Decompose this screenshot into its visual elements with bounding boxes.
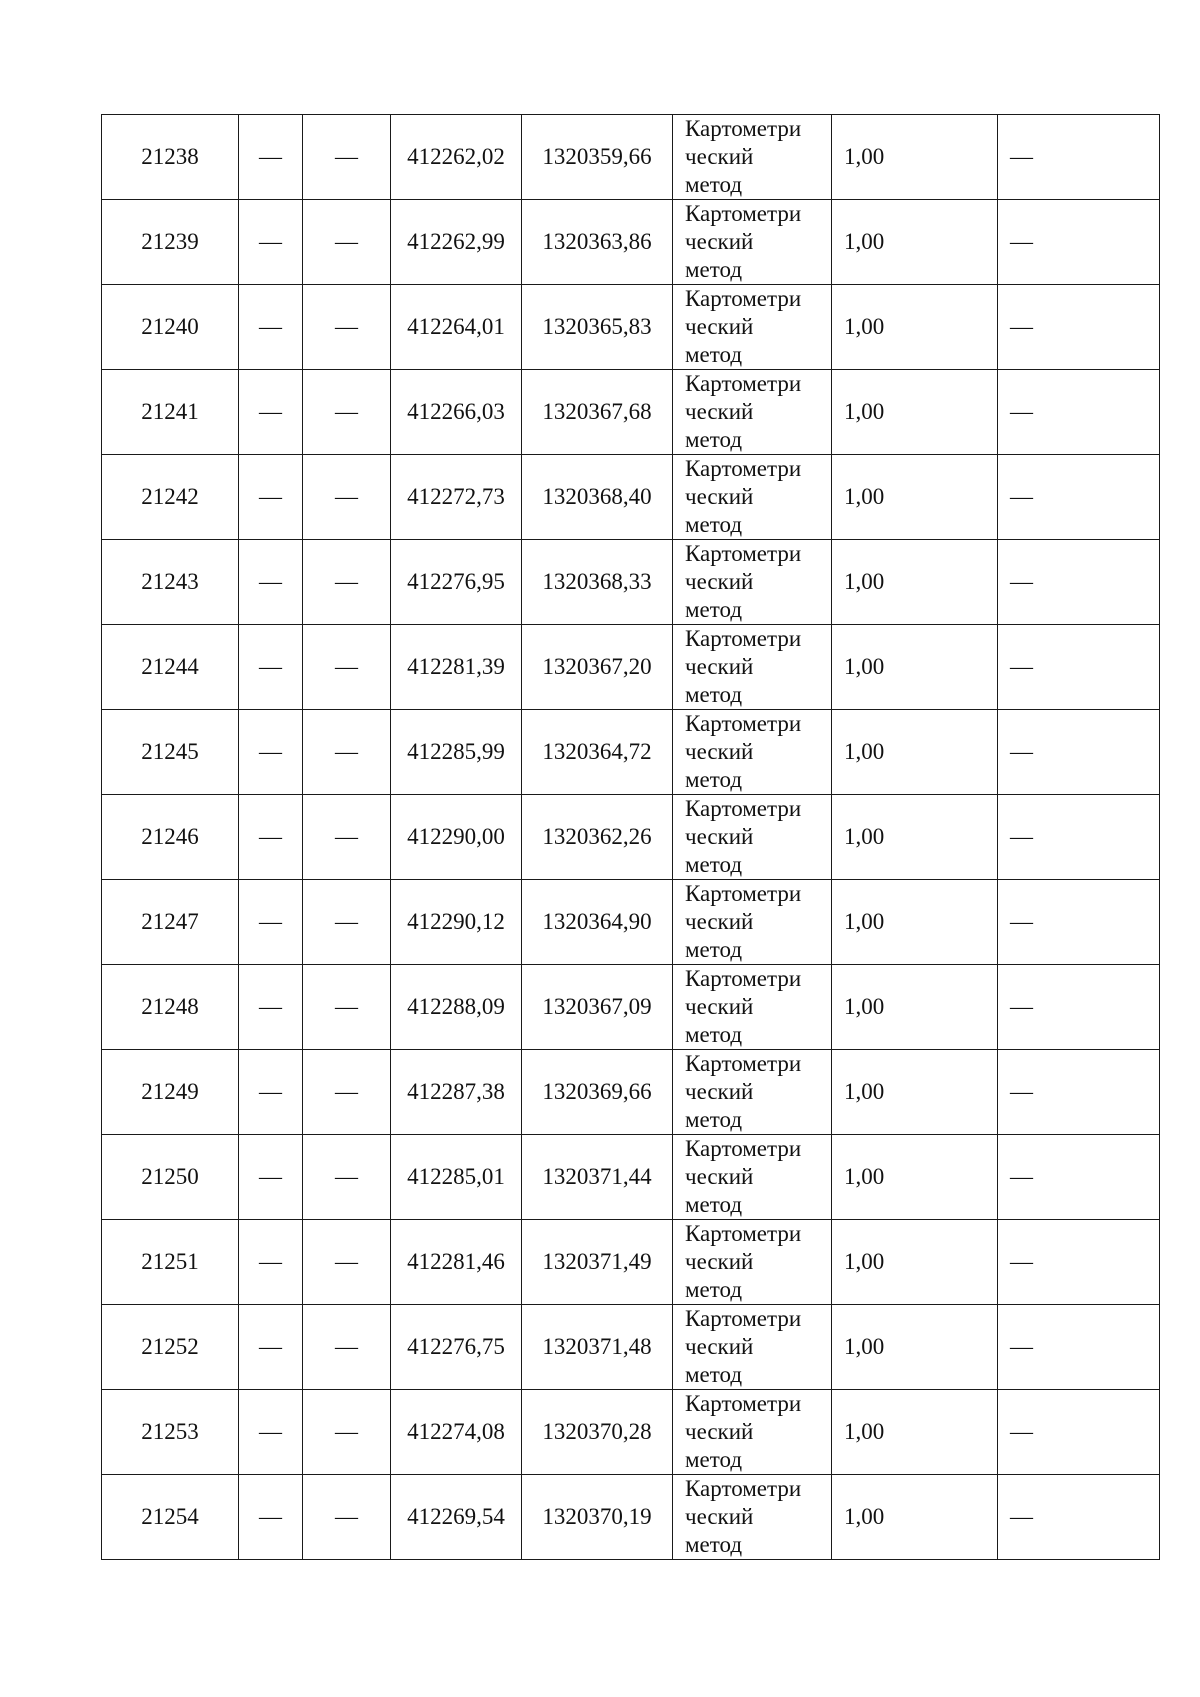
method-text-line: метод [685, 1192, 743, 1217]
accuracy-cell: 1,00 [832, 1220, 998, 1305]
method-text-line: Картометри [685, 1391, 802, 1416]
method-text-line: Картометри [685, 711, 802, 736]
accuracy-cell: 1,00 [832, 1050, 998, 1135]
empty-value-cell: — [998, 1050, 1160, 1135]
empty-value-cell: — [303, 1135, 391, 1220]
y-coordinate-cell: 1320362,26 [522, 795, 673, 880]
method-text-line: метод [685, 342, 743, 367]
y-coordinate-cell: 1320365,83 [522, 285, 673, 370]
y-coordinate-cell: 1320363,86 [522, 200, 673, 285]
empty-value-cell: — [303, 1220, 391, 1305]
method-cell [673, 795, 832, 880]
method-text-line: ческий [685, 1164, 754, 1189]
method-text-line: Картометри [685, 1221, 802, 1246]
empty-value-cell: — [239, 1305, 303, 1390]
method-text-line: ческий [685, 824, 754, 849]
method-text-line: ческий [685, 1504, 754, 1529]
empty-value-cell: — [998, 710, 1160, 795]
y-coordinate-cell: 1320367,09 [522, 965, 673, 1050]
method-text-line: ческий [685, 739, 754, 764]
empty-value-cell: — [303, 965, 391, 1050]
method-text-line: Картометри [685, 1051, 802, 1076]
method-text-line: Картометри [685, 456, 802, 481]
empty-value-cell: — [303, 1475, 391, 1560]
y-coordinate-cell: 1320371,44 [522, 1135, 673, 1220]
method-cell [673, 965, 832, 1050]
method-text-line: ческий [685, 569, 754, 594]
x-coordinate-cell: 412266,03 [391, 370, 522, 455]
table-row [102, 455, 1160, 540]
table-row [102, 200, 1160, 285]
empty-value-cell: — [303, 540, 391, 625]
method-cell [673, 1475, 832, 1560]
accuracy-cell: 1,00 [832, 880, 998, 965]
table-row [102, 795, 1160, 880]
table-row [102, 1305, 1160, 1390]
y-coordinate-cell: 1320368,33 [522, 540, 673, 625]
empty-value-cell: — [303, 200, 391, 285]
accuracy-cell: 1,00 [832, 1135, 998, 1220]
method-text-line: метод [685, 682, 743, 707]
point-number-cell: 21242 [102, 455, 239, 540]
y-coordinate-cell: 1320359,66 [522, 115, 673, 200]
method-text-line: Картометри [685, 371, 802, 396]
accuracy-cell: 1,00 [832, 1390, 998, 1475]
method-text-line: ческий [685, 994, 754, 1019]
table-row [102, 540, 1160, 625]
accuracy-cell: 1,00 [832, 115, 998, 200]
x-coordinate-cell: 412276,75 [391, 1305, 522, 1390]
table-row [102, 1390, 1160, 1475]
empty-value-cell: — [998, 1135, 1160, 1220]
method-cell [673, 200, 832, 285]
empty-value-cell: — [303, 370, 391, 455]
empty-value-cell: — [239, 880, 303, 965]
point-number-cell: 21240 [102, 285, 239, 370]
accuracy-cell: 1,00 [832, 795, 998, 880]
y-coordinate-cell: 1320364,90 [522, 880, 673, 965]
x-coordinate-cell: 412290,00 [391, 795, 522, 880]
empty-value-cell: — [303, 1050, 391, 1135]
table-row [102, 1475, 1160, 1560]
accuracy-cell: 1,00 [832, 200, 998, 285]
empty-value-cell: — [303, 710, 391, 795]
empty-value-cell: — [998, 625, 1160, 710]
y-coordinate-cell: 1320367,68 [522, 370, 673, 455]
empty-value-cell: — [239, 1135, 303, 1220]
empty-value-cell: — [998, 1220, 1160, 1305]
method-text-line: Картометри [685, 116, 802, 141]
empty-value-cell: — [303, 1305, 391, 1390]
method-cell [673, 285, 832, 370]
empty-value-cell: — [998, 540, 1160, 625]
x-coordinate-cell: 412281,46 [391, 1220, 522, 1305]
point-number-cell: 21243 [102, 540, 239, 625]
method-text-line: ческий [685, 229, 754, 254]
empty-value-cell: — [998, 285, 1160, 370]
x-coordinate-cell: 412272,73 [391, 455, 522, 540]
method-cell [673, 710, 832, 795]
accuracy-cell: 1,00 [832, 710, 998, 795]
x-coordinate-cell: 412264,01 [391, 285, 522, 370]
table-row [102, 880, 1160, 965]
empty-value-cell: — [998, 1390, 1160, 1475]
method-cell [673, 540, 832, 625]
empty-value-cell: — [239, 115, 303, 200]
method-text-line: ческий [685, 144, 754, 169]
empty-value-cell: — [303, 285, 391, 370]
empty-value-cell: — [239, 1220, 303, 1305]
method-text-line: метод [685, 1277, 743, 1302]
point-number-cell: 21250 [102, 1135, 239, 1220]
x-coordinate-cell: 412290,12 [391, 880, 522, 965]
accuracy-cell: 1,00 [832, 455, 998, 540]
method-text-line: ческий [685, 1079, 754, 1104]
method-cell [673, 1220, 832, 1305]
x-coordinate-cell: 412274,08 [391, 1390, 522, 1475]
accuracy-cell: 1,00 [832, 370, 998, 455]
table-row [102, 1135, 1160, 1220]
method-text-line: Картометри [685, 966, 802, 991]
method-cell [673, 625, 832, 710]
method-text-line: Картометри [685, 626, 802, 651]
empty-value-cell: — [303, 880, 391, 965]
method-cell [673, 1135, 832, 1220]
method-cell [673, 455, 832, 540]
method-text-line: ческий [685, 654, 754, 679]
empty-value-cell: — [998, 880, 1160, 965]
empty-value-cell: — [303, 795, 391, 880]
method-text-line: метод [685, 1022, 743, 1047]
y-coordinate-cell: 1320371,48 [522, 1305, 673, 1390]
method-text-line: метод [685, 852, 743, 877]
accuracy-cell: 1,00 [832, 1305, 998, 1390]
method-cell [673, 370, 832, 455]
y-coordinate-cell: 1320364,72 [522, 710, 673, 795]
table-body [102, 115, 1160, 1560]
accuracy-cell: 1,00 [832, 1475, 998, 1560]
table-row [102, 370, 1160, 455]
y-coordinate-cell: 1320370,19 [522, 1475, 673, 1560]
point-number-cell: 21254 [102, 1475, 239, 1560]
x-coordinate-cell: 412288,09 [391, 965, 522, 1050]
accuracy-cell: 1,00 [832, 625, 998, 710]
y-coordinate-cell: 1320367,20 [522, 625, 673, 710]
method-text-line: ческий [685, 399, 754, 424]
method-cell [673, 115, 832, 200]
empty-value-cell: — [303, 115, 391, 200]
method-text-line: Картометри [685, 1476, 802, 1501]
point-number-cell: 21239 [102, 200, 239, 285]
method-text-line: Картометри [685, 201, 802, 226]
method-text-line: метод [685, 172, 743, 197]
method-cell [673, 1390, 832, 1475]
method-text-line: ческий [685, 314, 754, 339]
table-row [102, 1220, 1160, 1305]
method-text-line: ческий [685, 909, 754, 934]
empty-value-cell: — [239, 710, 303, 795]
method-text-line: ческий [685, 1419, 754, 1444]
point-number-cell: 21247 [102, 880, 239, 965]
point-number-cell: 21253 [102, 1390, 239, 1475]
method-cell [673, 1050, 832, 1135]
empty-value-cell: — [998, 795, 1160, 880]
point-number-cell: 21245 [102, 710, 239, 795]
method-text-line: метод [685, 937, 743, 962]
y-coordinate-cell: 1320368,40 [522, 455, 673, 540]
empty-value-cell: — [303, 1390, 391, 1475]
x-coordinate-cell: 412287,38 [391, 1050, 522, 1135]
method-text-line: Картометри [685, 796, 802, 821]
x-coordinate-cell: 412262,99 [391, 200, 522, 285]
y-coordinate-cell: 1320369,66 [522, 1050, 673, 1135]
method-text-line: Картометри [685, 541, 802, 566]
x-coordinate-cell: 412269,54 [391, 1475, 522, 1560]
method-text-line: метод [685, 597, 743, 622]
empty-value-cell: — [998, 115, 1160, 200]
point-number-cell: 21244 [102, 625, 239, 710]
empty-value-cell: — [239, 795, 303, 880]
method-cell [673, 1305, 832, 1390]
empty-value-cell: — [239, 1050, 303, 1135]
empty-value-cell: — [998, 200, 1160, 285]
point-number-cell: 21238 [102, 115, 239, 200]
table-row [102, 965, 1160, 1050]
method-text-line: Картометри [685, 286, 802, 311]
method-text-line: ческий [685, 1334, 754, 1359]
empty-value-cell: — [239, 285, 303, 370]
method-text-line: метод [685, 427, 743, 452]
empty-value-cell: — [239, 965, 303, 1050]
table-row [102, 115, 1160, 200]
empty-value-cell: — [303, 625, 391, 710]
point-number-cell: 21246 [102, 795, 239, 880]
empty-value-cell: — [998, 1475, 1160, 1560]
accuracy-cell: 1,00 [832, 965, 998, 1050]
empty-value-cell: — [998, 965, 1160, 1050]
table-row [102, 710, 1160, 795]
x-coordinate-cell: 412262,02 [391, 115, 522, 200]
empty-value-cell: — [998, 455, 1160, 540]
empty-value-cell: — [239, 1475, 303, 1560]
y-coordinate-cell: 1320370,28 [522, 1390, 673, 1475]
method-text-line: метод [685, 1447, 743, 1472]
method-text-line: метод [685, 1362, 743, 1387]
point-number-cell: 21241 [102, 370, 239, 455]
method-text-line: метод [685, 257, 743, 282]
x-coordinate-cell: 412276,95 [391, 540, 522, 625]
method-text-line: Картометри [685, 1136, 802, 1161]
empty-value-cell: — [239, 1390, 303, 1475]
empty-value-cell: — [998, 1305, 1160, 1390]
method-cell [673, 880, 832, 965]
method-text-line: метод [685, 1107, 743, 1132]
accuracy-cell: 1,00 [832, 540, 998, 625]
method-text-line: ческий [685, 1249, 754, 1274]
accuracy-cell: 1,00 [832, 285, 998, 370]
method-text-line: Картометри [685, 881, 802, 906]
point-number-cell: 21251 [102, 1220, 239, 1305]
point-number-cell: 21248 [102, 965, 239, 1050]
table-row [102, 1050, 1160, 1135]
method-text-line: метод [685, 767, 743, 792]
table-row [102, 625, 1160, 710]
method-text-line: метод [685, 1532, 743, 1557]
empty-value-cell: — [239, 540, 303, 625]
point-number-cell: 21249 [102, 1050, 239, 1135]
empty-value-cell: — [998, 370, 1160, 455]
empty-value-cell: — [239, 455, 303, 540]
method-text-line: Картометри [685, 1306, 802, 1331]
method-text-line: метод [685, 512, 743, 537]
coordinates-table [101, 114, 1160, 1560]
x-coordinate-cell: 412285,99 [391, 710, 522, 795]
method-text-line: ческий [685, 484, 754, 509]
empty-value-cell: — [239, 625, 303, 710]
table-row [102, 285, 1160, 370]
x-coordinate-cell: 412285,01 [391, 1135, 522, 1220]
empty-value-cell: — [239, 200, 303, 285]
point-number-cell: 21252 [102, 1305, 239, 1390]
y-coordinate-cell: 1320371,49 [522, 1220, 673, 1305]
empty-value-cell: — [303, 455, 391, 540]
empty-value-cell: — [239, 370, 303, 455]
x-coordinate-cell: 412281,39 [391, 625, 522, 710]
